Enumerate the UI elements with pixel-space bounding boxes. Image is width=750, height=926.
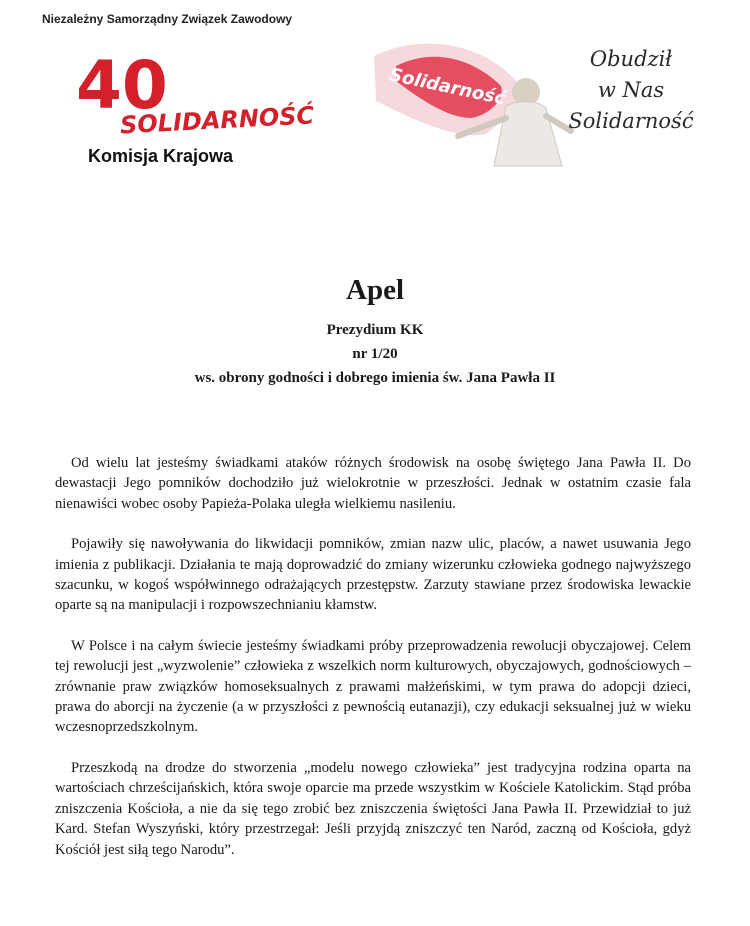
document-heading bbox=[0, 270, 750, 390]
document-issuer: Prezydium KK bbox=[326, 322, 424, 338]
solidarnosc-40-logo bbox=[76, 46, 315, 140]
document-number: nr 1/20 bbox=[352, 346, 398, 362]
motto bbox=[556, 44, 706, 137]
paragraph: Od wielu lat jesteśmy świadkami ataków różnych środowisk na osobę świętego Jana Pawła II. Do dewastacji Jego pomników dochodziło już wielokrotnie w przeszłości. Jednak w ostatnim czasie fala nienawiści wobec osoby Papieża-Polaka uległa wielkiemu nasileniu. bbox=[55, 455, 691, 512]
document-subject: ws. obrony godności i dobrego imienia św. Jana Pawła II bbox=[194, 370, 556, 386]
paragraph: Pojawiły się nawoływania do likwidacji pomników, zmian nazw ulic, placów, a nawet usuwania Jego imienia z publikacji. Działania te mają doprowadzić do zmiany wizerunku człowieka godnego najwyższego szacunku, w kogoś współwinnego odrażających przestępstw. Zarzuty stawiane przez środowiska lewackie oparte są na manipulacji i rozpowszechnianiu kłamstw. bbox=[55, 536, 691, 614]
banner-flag-text: Solidarność bbox=[387, 64, 508, 110]
motto-line: Solidarność bbox=[568, 109, 694, 133]
paragraph: Przeszkodą na drodze do stworzenia „modelu nowego człowieka” jest tradycyjna rodzina oparta na wartościach chrześcijańskich, która swoje oparcie ma przede wszystkim w Kościele Katolickim. Stąd próba zniszczenia Kościoła, a nie da się tego zrobić bez zniszczenia świętości Jana Pawła II. Przewidział to już Kard. Stefan Wyszyński, który przestrzegał: Jeśli przyjdą zniszczyć ten Naród, zaczną od Kościoła, gdyż Kościół jest siłą tego Narodu”. bbox=[55, 759, 691, 858]
document-title: Apel bbox=[346, 274, 404, 306]
motto-line: Obudził bbox=[589, 47, 673, 71]
motto-line: w Nas bbox=[597, 78, 665, 102]
union-name: Niezależny Samorządny Związek Zawodowy bbox=[42, 12, 293, 26]
paragraph: W Polsce i na całym świecie jesteśmy świadkami próby przeprowadzenia rewolucji obyczajowej. Celem tej rewolucji jest „wyzwolenie” człowieka z wszelkich norm kulturowych, obyczajowych, godnościowych – zrównanie praw związków homoseksualnych z prawami małżeńskimi, w tym prawa do adopcji dzieci, prawa do aborcji na życzenie (a w przyszłości z pewnością eutanazji), czy edukacji seksualnej już w wieku wczesnoprzedszkolnym. bbox=[55, 637, 691, 736]
logo-number: 40 bbox=[76, 47, 168, 124]
commission-name: Komisja Krajowa bbox=[88, 146, 234, 166]
logo-word: SOLIDARNOŚĆ bbox=[119, 101, 315, 140]
document-body bbox=[55, 453, 691, 880]
